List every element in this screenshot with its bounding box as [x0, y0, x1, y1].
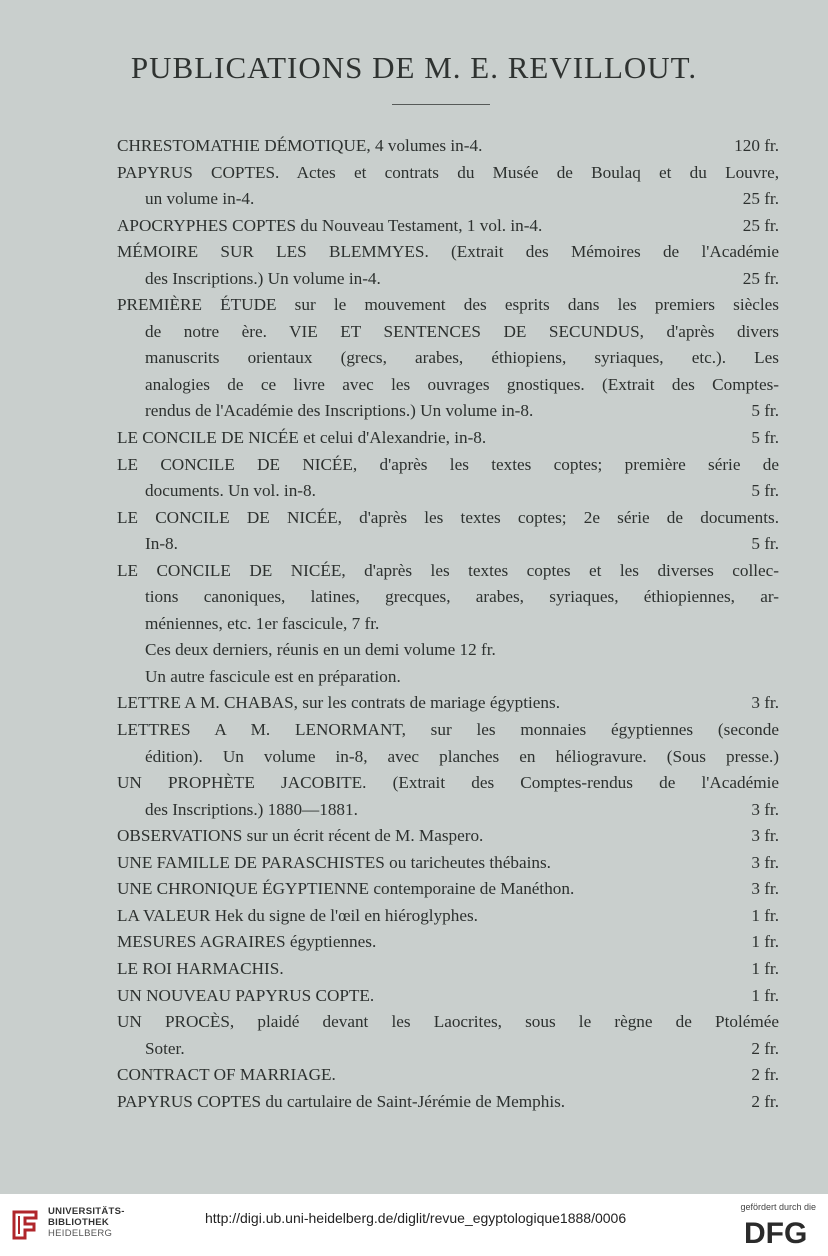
entry-price: 1 fr. [751, 932, 779, 952]
entry-text: méniennes, etc. 1er fascicule, 7 fr. [145, 613, 380, 633]
entry-price: 3 fr. [751, 852, 779, 872]
entry-price: 120 fr. [734, 136, 779, 155]
entry-text: PAPYRUS COPTES. Actes et contrats du Musée de Boulaq et du Louvre, [117, 162, 779, 182]
page-title: PUBLICATIONS DE M. E. REVILLOUT. [130, 50, 698, 85]
university-library-logo-icon[interactable] [10, 1206, 40, 1249]
entry-line [117, 133, 779, 160]
entry-line [117, 584, 779, 611]
entry-line [117, 558, 779, 585]
entry-text: MÉMOIRE SUR LES BLEMMYES. (Extrait des Mémoires de l'Académie [117, 242, 779, 262]
entry-text: Ces deux derniers, réunis en un demi volume 12 fr. [145, 640, 496, 660]
entry-line [117, 983, 779, 1010]
library-line-3: HEIDELBERG [48, 1228, 113, 1239]
entry-line [117, 717, 779, 744]
entry-line [117, 186, 779, 213]
entry-line [117, 531, 779, 558]
entry-text: OBSERVATIONS sur un écrit récent de M. Maspero. [117, 826, 484, 846]
entry-line [117, 929, 779, 956]
entry-price: 1 fr. [751, 985, 779, 1005]
dfg-logo-text: DFG [744, 1217, 808, 1248]
entry-text: des Inscriptions.) 1880—1881. [145, 799, 358, 819]
entry-line [117, 213, 779, 240]
publication-entry [117, 690, 779, 717]
entry-line [117, 823, 779, 850]
entry-text: APOCRYPHES COPTES du Nouveau Testament, 1 vol. in-4. [117, 215, 543, 235]
publication-entry [117, 425, 779, 452]
library-line-1: UNIVERSITÄTS- [48, 1206, 125, 1217]
entry-price: 2 fr. [751, 1065, 779, 1085]
entry-text: LA VALEUR Hek du signe de l'œil en hiéroglyphes. [117, 905, 478, 925]
entry-line [117, 1036, 779, 1063]
entry-text: CONTRACT OF MARRIAGE. [117, 1065, 336, 1085]
entry-line [117, 345, 779, 372]
entry-line [117, 637, 779, 664]
entry-price: 1 fr. [751, 958, 779, 978]
entry-text: UN NOUVEAU PAPYRUS COPTE. [117, 985, 375, 1005]
entry-text: PREMIÈRE ÉTUDE sur le mouvement des esprits dans les premiers siècles [117, 295, 779, 315]
entry-text: des Inscriptions.) Un volume in-4. [145, 268, 381, 288]
entry-price: 25 fr. [742, 268, 779, 288]
publication-entry [117, 717, 779, 770]
publication-entry [117, 929, 779, 956]
entry-line [117, 797, 779, 824]
title-rule [392, 104, 490, 105]
entry-price: 25 fr. [742, 189, 779, 209]
entry-line [117, 876, 779, 903]
entry-line [117, 1089, 779, 1116]
entry-text: analogies de ce livre avec les ouvrages gnostiques. (Extrait des Comptes- [145, 374, 779, 394]
entry-price: 3 fr. [751, 693, 779, 713]
entry-line [117, 690, 779, 717]
entry-price: 5 fr. [751, 401, 779, 421]
entry-text: un volume in-4. [145, 189, 255, 209]
entry-text: documents. Un vol. in-8. [145, 481, 316, 501]
entry-price: 5 fr. [751, 428, 779, 448]
entry-price: 3 fr. [751, 826, 779, 846]
entry-text: tions canoniques, latines, grecques, arabes, syriaques, éthiopiennes, ar- [145, 587, 779, 607]
entry-line [117, 903, 779, 930]
entry-line [117, 1009, 779, 1036]
publication-entry [117, 983, 779, 1010]
entry-line [117, 770, 779, 797]
entry-text: LE CONCILE DE NICÉE, d'après les textes coptes et les diverses collec- [117, 560, 779, 580]
entry-line [117, 478, 779, 505]
publication-entry [117, 239, 779, 292]
entry-line [117, 266, 779, 293]
entry-line [117, 319, 779, 346]
entry-line [117, 611, 779, 638]
entry-text: rendus de l'Académie des Inscriptions.) Un volume in-8. [145, 401, 534, 421]
entry-text: édition). Un volume in-8, avec planches en héliogravure. (Sous presse.) [145, 746, 779, 766]
publication-entry [117, 876, 779, 903]
publication-entry [117, 903, 779, 930]
publication-entry [117, 213, 779, 240]
entry-text: CHRESTOMATHIE DÉMOTIQUE, 4 volumes in-4. [117, 136, 483, 155]
entry-price: 1 fr. [751, 905, 779, 925]
publication-entry [117, 823, 779, 850]
entry-line [117, 664, 779, 691]
entry-text: Soter. [145, 1038, 185, 1058]
entry-line [117, 239, 779, 266]
entry-line [117, 425, 779, 452]
publication-entry [117, 292, 779, 425]
library-line-2: BIBLIOTHEK [48, 1217, 110, 1228]
publication-entry [117, 1089, 779, 1116]
publication-entry [117, 452, 779, 505]
entry-text: LE CONCILE DE NICÉE et celui d'Alexandrie, in-8. [117, 428, 487, 448]
entry-price: 5 fr. [751, 534, 779, 554]
entry-line [117, 452, 779, 479]
entry-line [117, 956, 779, 983]
publication-entry [117, 558, 779, 691]
entry-line [117, 160, 779, 187]
entry-text: UNE CHRONIQUE ÉGYPTIENNE contemporaine de Manéthon. [117, 879, 575, 899]
entry-text: UNE FAMILLE DE PARASCHISTES ou taricheutes thébains. [117, 852, 551, 872]
entry-line [117, 505, 779, 532]
entry-price: 3 fr. [751, 879, 779, 899]
publication-entry [117, 505, 779, 558]
university-library-name [48, 1206, 125, 1239]
entry-text: LE CONCILE DE NICÉE, d'après les textes coptes; première série de [117, 454, 779, 474]
publication-entry [117, 1009, 779, 1062]
entry-price: 5 fr. [751, 481, 779, 501]
publication-entry [117, 133, 779, 160]
entry-text: LE ROI HARMACHIS. [117, 958, 284, 978]
entry-line [117, 398, 779, 425]
entry-text: UN PROPHÈTE JACOBITE. (Extrait des Comptes-rendus de l'Académie [117, 773, 779, 793]
entry-price: 25 fr. [742, 215, 779, 235]
entry-line [117, 744, 779, 771]
entry-text: PAPYRUS COPTES du cartulaire de Saint-Jérémie de Memphis. [117, 1091, 566, 1111]
entry-price: 3 fr. [751, 799, 779, 819]
publication-entry [117, 770, 779, 823]
entry-line [117, 292, 779, 319]
publication-entry [117, 850, 779, 877]
entry-text: manuscrits orientaux (grecs, arabes, éthiopiens, syriaques, etc.). Les [145, 348, 779, 368]
publication-list [117, 133, 779, 1115]
entry-line [117, 372, 779, 399]
entry-line [117, 850, 779, 877]
entry-text: LETTRES A M. LENORMANT, sur les monnaies égyptiennes (seconde [117, 720, 779, 740]
entry-text: LE CONCILE DE NICÉE, d'après les textes coptes; 2e série de documents. [117, 507, 779, 527]
entry-line [117, 1062, 779, 1089]
dfg-logo[interactable] [744, 1216, 816, 1253]
permalink-url[interactable]: http://digi.ub.uni-heidelberg.de/diglit/revue_egyptologique1888/0006 [205, 1210, 627, 1226]
entry-text: Un autre fascicule est en préparation. [145, 666, 401, 686]
entry-price: 2 fr. [751, 1091, 779, 1111]
entry-text: LETTRE A M. CHABAS, sur les contrats de mariage égyptiens. [117, 693, 560, 713]
publication-entry [117, 956, 779, 983]
funding-caption: gefördert durch die [740, 1202, 816, 1212]
entry-text: de notre ère. VIE ET SENTENCES DE SECUNDUS, d'après divers [145, 321, 779, 341]
viewer-footer [0, 1194, 828, 1256]
publication-entry [117, 1062, 779, 1089]
entry-price: 2 fr. [751, 1038, 779, 1058]
entry-text: In-8. [145, 534, 178, 554]
publication-entry [117, 160, 779, 213]
entry-text: UN PROCÈS, plaidé devant les Laocrites, sous le règne de Ptolémée [117, 1012, 779, 1032]
entry-text: MESURES AGRAIRES égyptiennes. [117, 932, 377, 952]
